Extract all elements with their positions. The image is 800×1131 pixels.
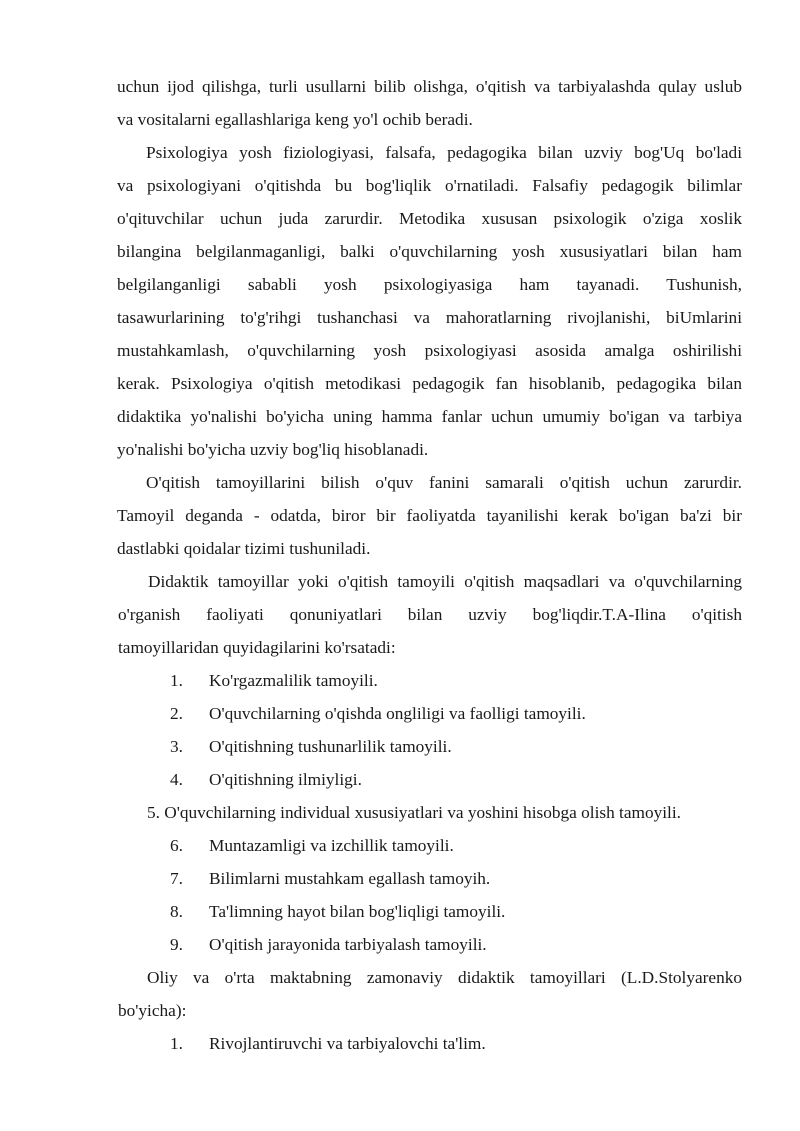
list-item: Ko'rgazmalilik tamoyili. (209, 671, 378, 690)
list-item: O'qitishning tushunarlilik tamoyili. (209, 737, 452, 756)
paragraph-line: didaktika yo'nalishi bo'yicha uning hamma fanlar uchun umumiy bo'igan va tarbiya (117, 407, 742, 426)
list-item-number: 1. (170, 671, 183, 690)
paragraph-line: Didaktik tamoyillar yoki o'qitish tamoyili o'qitish maqsadlari va o'quvchilarning (148, 572, 742, 591)
paragraph-line: tasawurlarining to'g'rihgi tushanchasi va mahoratlarning rivojlanishi, biUmlarini (117, 308, 742, 327)
list-item: Bilimlarni mustahkam egallash tamoyih. (209, 869, 491, 888)
paragraph-line: Oliy va o'rta maktabning zamonaviy didaktik tamoyillari (L.D.Stolyarenko (147, 968, 742, 987)
paragraph-line: dastlabki qoidalar tizimi tushuniladi. (117, 539, 371, 558)
paragraph-line: yo'nalishi bo'yicha uzviy bog'liq hisoblanadi. (117, 440, 429, 459)
paragraph-line: O'qitish tamoyillarini bilish o'quv fanini samarali o'qitish uchun zarurdir. (146, 473, 742, 492)
paragraph-line: Tamoyil deganda - odatda, biror bir faoliyatda tayanilishi kerak bo'igan ba'zi bir (117, 506, 742, 525)
paragraph-line: va vositalarni egallashlariga keng yo'l ochib beradi. (117, 110, 473, 129)
paragraph-line: uchun ijod qilishga, turli usullarni bilib olishga, o'qitish va tarbiyalashda qulay uslub (117, 77, 742, 96)
list-item: Rivojlantiruvchi va tarbiyalovchi ta'lim. (209, 1034, 486, 1053)
list-item-number: 6. (170, 836, 183, 855)
list-item-number: 8. (170, 902, 183, 921)
paragraph-line: o'qituvchilar uchun juda zarurdir. Metodika xususan psixologik o'ziga xoslik (117, 209, 742, 228)
paragraph-line: kerak. Psixologiya o'qitish metodikasi pedagogik fan hisoblanib, pedagogika bilan (117, 374, 742, 393)
list-item: Muntazamligi va izchillik tamoyili. (209, 836, 454, 855)
list-item-number: 1. (170, 1034, 183, 1053)
list-item-number: 7. (170, 869, 183, 888)
list-item: 5. O'quvchilarning individual xususiyatlari va yoshini hisobga olish tamoyili. (147, 803, 681, 822)
list-item-number: 9. (170, 935, 183, 954)
paragraph-line: Psixologiya yosh fiziologiyasi, falsafa, pedagogika bilan uzviy bog'Uq bo'ladi (146, 143, 742, 162)
paragraph-line: va psixologiyani o'qitishda bu bog'liqlik o'rnatiladi. Falsafiy pedagogik bilimlar (117, 176, 742, 195)
paragraph-line: bilangina belgilanmaganligi, balki o'quvchilarning yosh xususiyatlari bilan ham (117, 242, 742, 261)
list-item-number: 3. (170, 737, 183, 756)
paragraph-line: belgilanganligi sababli yosh psixologiyasiga ham tayanadi. Tushunish, (117, 275, 742, 294)
paragraph-line: bo'yicha): (118, 1001, 187, 1020)
list-item-number: 2. (170, 704, 183, 723)
paragraph-line: mustahkamlash, o'quvchilarning yosh psixologiyasi asosida amalga oshirilishi (117, 341, 742, 360)
list-item: O'qitishning ilmiyligi. (209, 770, 362, 789)
list-item: O'qitish jarayonida tarbiyalash tamoyili. (209, 935, 487, 954)
list-item: Ta'limning hayot bilan bog'liqligi tamoyili. (209, 902, 506, 921)
list-item-number: 4. (170, 770, 183, 789)
list-item: O'quvchilarning o'qishda ongliligi va faolligi tamoyili. (209, 704, 586, 723)
paragraph-line: tamoyillaridan quyidagilarini ko'rsatadi: (118, 638, 396, 657)
paragraph-line: o'rganish faoliyati qonuniyatlari bilan uzviy bog'liqdir.T.A-Ilina o'qitish (118, 605, 742, 624)
